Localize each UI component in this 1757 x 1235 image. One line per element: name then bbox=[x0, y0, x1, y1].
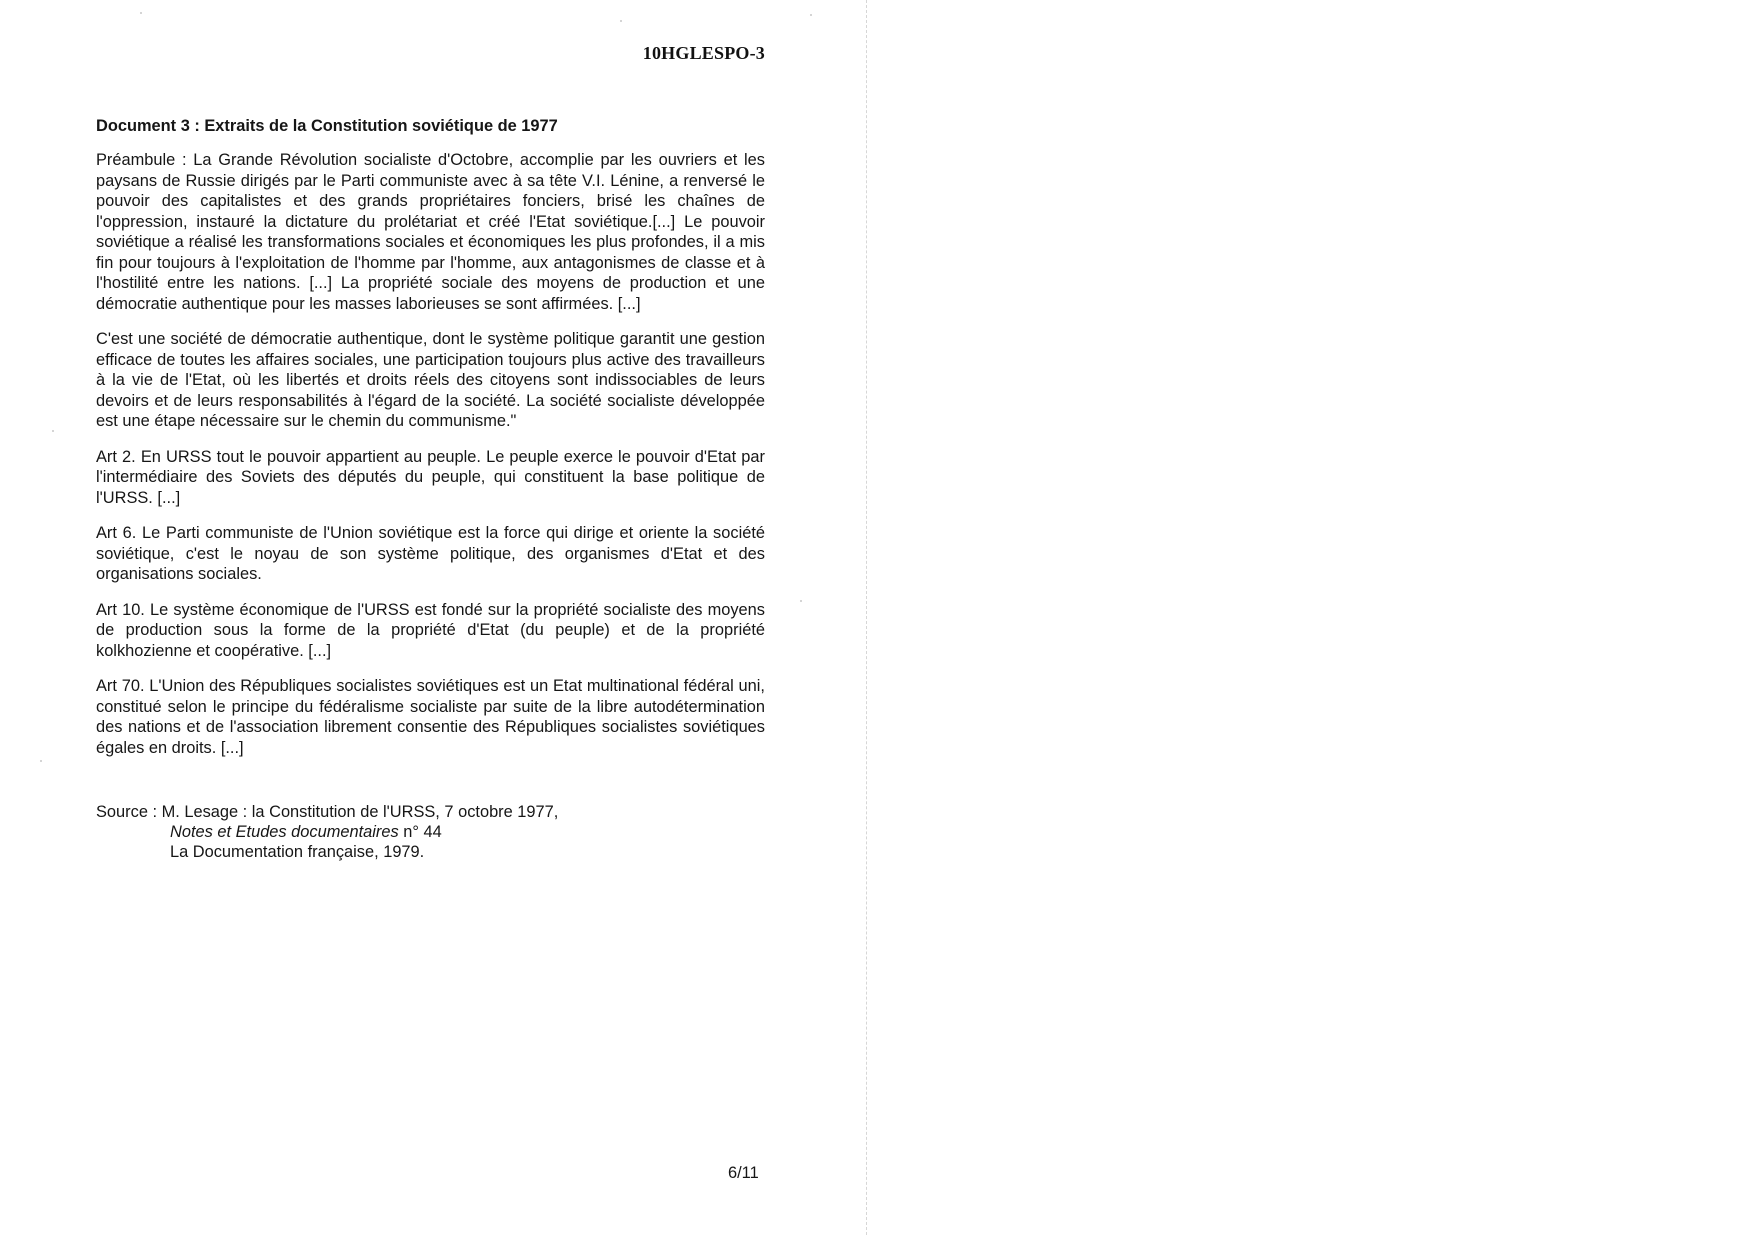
scan-speck bbox=[52, 430, 54, 432]
source-line-2 bbox=[96, 822, 765, 842]
preamble-paragraph-2: C'est une société de démocratie authentique, dont le système politique garantit une gestion efficace de toutes les affaires sociales, une participation toujours plus active des travailleurs à la vie de l'Etat, où les libertés et droits réels des citoyens sont indissociables de leurs devoirs et de leurs responsabilités à l'égard de la société. La société socialiste développée est une étape nécessaire sur le chemin du communisme." bbox=[96, 330, 765, 430]
scan-speck bbox=[810, 14, 812, 16]
page-number: 6/11 bbox=[728, 1164, 759, 1182]
source-citation bbox=[96, 802, 765, 862]
scan-speck bbox=[140, 12, 142, 14]
scan-speck bbox=[620, 20, 622, 22]
article-10-paragraph: Art 10. Le système économique de l'URSS est fondé sur la propriété socialiste des moyens de production sous la forme de la propriété d'Etat (du peuple) et de la propriété kolkhozienne et coopérative. [...] bbox=[96, 600, 765, 660]
document-body bbox=[96, 116, 765, 862]
source-publication-title: Notes et Etudes documentaires bbox=[170, 823, 399, 841]
scan-speck bbox=[800, 600, 802, 602]
article-2-paragraph: Art 2. En URSS tout le pouvoir appartient au peuple. Le peuple exerce le pouvoir d'Etat par l'intermédiaire des Soviets des députés du peuple, qui constituent la base politique de l'URSS. [...] bbox=[96, 447, 765, 507]
article-70-paragraph: Art 70. L'Union des Républiques socialistes soviétiques est un Etat multinational fédéral uni, constitué selon le principe du fédéralisme socialiste par suite de la libre autodétermination des nations et de l'association librement consentie des Républiques socialistes soviétiques égales en droits. [...] bbox=[96, 677, 765, 757]
document-title: Document 3 : Extraits de la Constitution soviétique de 1977 bbox=[96, 117, 558, 135]
source-line-3: La Documentation française, 1979. bbox=[170, 843, 425, 861]
preamble-paragraph-1: Préambule : La Grande Révolution socialiste d'Octobre, accomplie par les ouvriers et les paysans de Russie dirigés par le Parti communiste avec à sa tête V.I. Lénine, a renversé le pouvoir des capitalistes et des grands propriétaires fonciers, brisé les chaînes de l'oppression, instauré la dictature du prolétariat et créé l'Etat soviétique.[...] Le pouvoir soviétique a réalisé les transformations sociales et économiques les plus profondes, il a mis fin pour toujours à l'exploitation de l'homme par l'homme, aux antagonismes de classe et à l'hostilité entre les nations. [...] La propriété sociale des moyens de production et une démocratie authentique pour les masses laborieuses se sont affirmées. [...] bbox=[96, 151, 765, 313]
source-line-1: Source : M. Lesage : la Constitution de l'URSS, 7 octobre 1977, bbox=[96, 803, 559, 821]
scan-speck bbox=[40, 760, 42, 762]
page-fold-line bbox=[866, 0, 867, 1235]
exam-reference-code: 10HGLESPO-3 bbox=[642, 43, 765, 63]
article-6-paragraph: Art 6. Le Parti communiste de l'Union soviétique est la force qui dirige et oriente la société soviétique, c'est le noyau de son système politique, des organismes d'Etat et des organisations sociales. bbox=[96, 524, 765, 583]
source-issue-number: n° 44 bbox=[398, 823, 442, 841]
